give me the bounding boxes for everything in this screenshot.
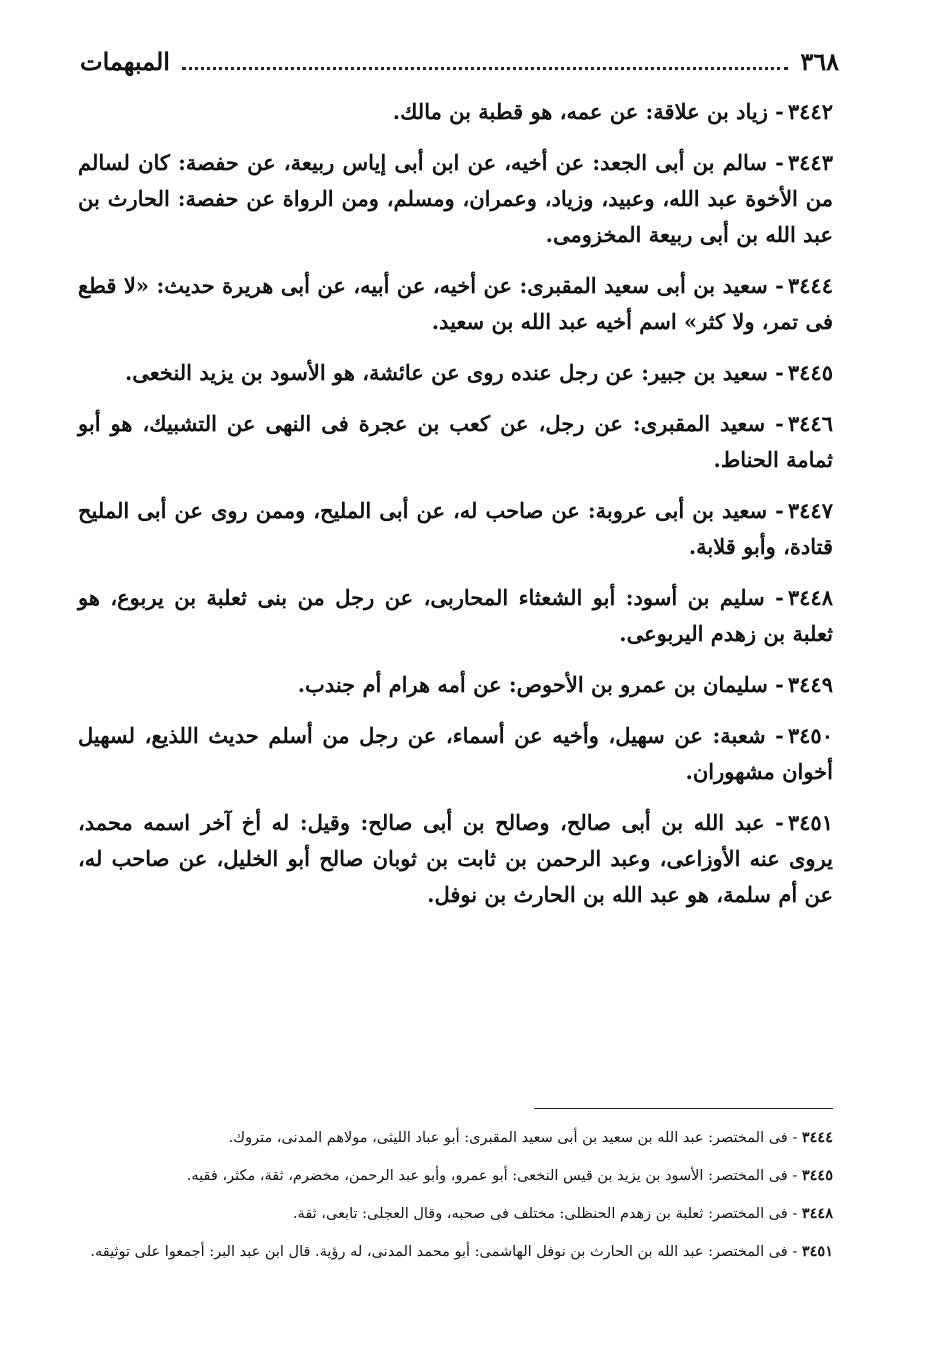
entry-text: - سليمان بن عمرو بن الأحوص: عن أمه هرام أم جندب. <box>297 672 784 697</box>
entry <box>78 355 833 391</box>
entry <box>78 268 833 340</box>
footnote <box>78 1162 833 1190</box>
footnote-text: - فى المختصر: عبد الله بن سعيد بن أبى سعيد المقبرى: أبو عباد الليثى، مولاهم المدنى، متروك. <box>228 1130 802 1146</box>
entry <box>78 805 833 913</box>
entry <box>78 145 833 253</box>
entry-text: - سعيد بن أبى عروبة: عن صاحب له، عن أبى المليح، وممن روى عن أبى المليح قتادة، وأبو قلابة. <box>78 498 833 559</box>
entry-text: - زياد بن علاقة: عن عمه، هو قطبة بن مالك. <box>392 99 784 124</box>
footnote-number: ٣٤٤٨ <box>801 1205 833 1222</box>
entry-number: ٣٤٤٧ <box>787 498 833 523</box>
page-title: المبهمات <box>80 46 170 76</box>
footnote-text: - فى المختصر: الأسود بن يزيد بن قيس النخعى: أبو عمرو، وأبو عبد الرحمن، مخضرم، ثقة، مكثر، فقيه. <box>186 1168 802 1184</box>
footnote-number: ٣٤٤٤ <box>801 1129 833 1146</box>
entry-text: - سعيد بن جبير: عن رجل عنده روى عن عائشة، هو الأسود بن يزيد النخعى. <box>124 360 784 385</box>
entry-number: ٣٤٤٣ <box>787 150 833 175</box>
footnote-number: ٣٤٥١ <box>801 1243 833 1260</box>
entry <box>78 580 833 652</box>
entry-number: ٣٤٥١ <box>787 810 833 835</box>
page-number: ٣٦٨ <box>800 46 839 76</box>
entry-number: ٣٤٤٥ <box>787 360 833 385</box>
entry-text: - سليم بن أسود: أبو الشعثاء المحاربى، عن رجل من بنى ثعلبة بن يربوع، هو ثعلبة بن زهدم اليربوعى. <box>78 585 833 646</box>
entry <box>78 718 833 790</box>
footnote-divider <box>534 1108 833 1109</box>
footnotes <box>78 1124 833 1276</box>
leader-dots <box>182 53 788 70</box>
entry <box>78 94 833 130</box>
entry <box>78 493 833 565</box>
footnote <box>78 1200 833 1228</box>
entries-list <box>78 94 833 928</box>
entry-number: ٣٤٤٤ <box>787 273 833 298</box>
entry-text: - سالم بن أبى الجعد: عن أخيه، عن ابن أبى إياس ربيعة، عن حفصة: كان لسالم من الأخوة عبد الله، وعبيد، وزياد، وعمران، ومسلم، ومن الرواة عن حفصة: الحارث بن عبد الله بن أبى ربيعة المخزومى. <box>78 150 833 247</box>
entry-number: ٣٤٤٨ <box>787 585 833 610</box>
entry <box>78 406 833 478</box>
footnote <box>78 1124 833 1152</box>
running-head <box>80 44 839 78</box>
footnote-number: ٣٤٤٥ <box>801 1167 833 1184</box>
entry-text: - عبد الله بن أبى صالح، وصالح بن أبى صالح: وقيل: له أخ آخر اسمه محمد، يروى عنه الأوزاعى، وعبد الرحمن بن ثابت بن ثوبان صالح أبو الخليل، عن صاحب له، عن أم سلمة، هو عبد الله بن الحارث بن نوفل. <box>78 810 833 907</box>
footnote-text: - فى المختصر: ثعلبة بن زهدم الحنظلى: مختلف فى صحبه، وقال العجلى: تابعى، ثقة. <box>292 1206 802 1222</box>
entry <box>78 667 833 703</box>
footnote-text: - فى المختصر: عبد الله بن الحارث بن نوفل الهاشمى: أبو محمد المدنى، له رؤية. قال ابن عبد البر: أجمعوا على توثيقه. <box>90 1244 802 1260</box>
entry-number: ٣٤٤٩ <box>787 672 833 697</box>
entry-text: - سعيد المقبرى: عن رجل، عن كعب بن عجرة فى النهى عن التشبيك، هو أبو ثمامة الحناط. <box>78 411 833 472</box>
footnote <box>78 1238 833 1266</box>
entry-number: ٣٤٥٠ <box>787 723 833 748</box>
entry-text: - شعبة: عن سهيل، وأخيه عن أسماء، عن رجل من أسلم حديث اللذيع، لسهيل أخوان مشهوران. <box>78 723 833 784</box>
entry-number: ٣٤٤٢ <box>787 99 833 124</box>
entry-number: ٣٤٤٦ <box>787 411 833 436</box>
entry-text: - سعيد بن أبى سعيد المقبرى: عن أخيه، عن أبيه، عن أبى هريرة حديث: «لا قطع فى تمر، ولا كثر» اسم أخيه عبد الله بن سعيد. <box>78 273 833 334</box>
